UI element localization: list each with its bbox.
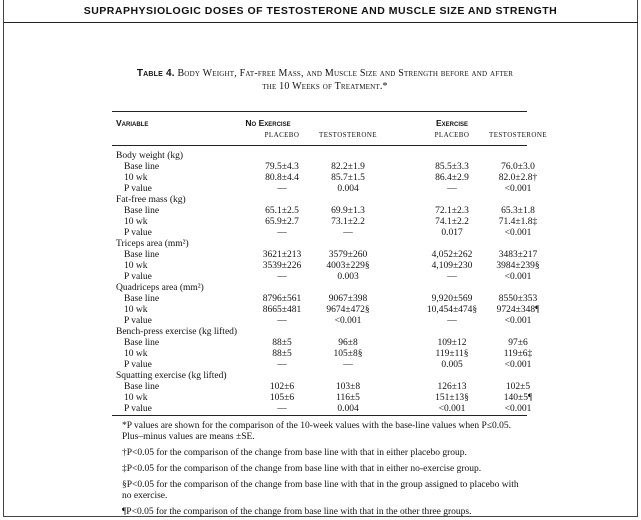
- table-cell: 3621±213: [262, 250, 302, 260]
- table-row: [112, 382, 531, 393]
- table-cell: 82.2±1.9: [331, 162, 365, 172]
- table-row: [112, 206, 535, 217]
- row-label: P value: [124, 184, 152, 194]
- table-cell: —: [343, 228, 353, 238]
- footnote-section: §P<0.05 for the comparison of the change from base line with that in the group assigned to placebo with no exercise.: [122, 480, 519, 501]
- table-cell: 151±13§: [435, 393, 469, 403]
- table-cell: 80.8±4.4: [265, 173, 299, 183]
- table-cell: 79.5±4.3: [265, 162, 299, 172]
- table-header-rule: [112, 145, 527, 146]
- table-cell: <0.001: [504, 404, 532, 414]
- table-cell: —: [447, 272, 457, 282]
- table-cell: 65.3±1.8: [501, 206, 535, 216]
- table-cell: 71.4±1.8‡: [498, 217, 538, 227]
- table-cell: <0.001: [438, 404, 466, 414]
- table-cell: 65.1±2.5: [265, 206, 299, 216]
- table-cell: 0.005: [441, 360, 463, 370]
- table-row: [112, 228, 532, 239]
- table-cell: —: [343, 360, 353, 370]
- table-cell: 0.003: [337, 272, 359, 282]
- row-label: Base line: [124, 294, 160, 304]
- row-label: 10 wk: [124, 305, 148, 315]
- table-cell: 97±6: [508, 338, 528, 348]
- table-cell: 4,052±262: [431, 250, 473, 260]
- table-row: [112, 360, 532, 371]
- table-row: [112, 393, 533, 404]
- row-label: P value: [124, 360, 152, 370]
- table-cell: 3579±260: [328, 250, 368, 260]
- footnote-pilcrow: ¶P<0.05 for the comparison of the change from base line with that in the other three groups.: [122, 507, 472, 517]
- section-title: Body weight (kg): [116, 151, 184, 161]
- table-cell: 3984±239§: [496, 261, 540, 271]
- table-cell: 88±5: [272, 349, 292, 359]
- section-heading: [112, 327, 527, 338]
- table-cell: 9674±472§: [326, 305, 370, 315]
- table-cell: 3539±226: [262, 261, 302, 271]
- table-cell: 86.4±2.9: [435, 173, 469, 183]
- row-label: Base line: [124, 250, 160, 260]
- table-cell: 4003±229§: [326, 261, 370, 271]
- table-cell: 73.1±2.2: [331, 217, 365, 227]
- table-cell: 69.9±1.3: [331, 206, 365, 216]
- table-row: [112, 217, 538, 228]
- table-cell: 9067±398: [328, 294, 368, 304]
- section-heading: [112, 151, 527, 162]
- table-cell: 74.1±2.2: [435, 217, 469, 227]
- table-cell: 88±5: [272, 338, 292, 348]
- table-cell: 140±5¶: [503, 393, 533, 403]
- footnotes: [112, 421, 527, 518]
- section-heading: [112, 371, 527, 382]
- section-title: Fat-free mass (kg): [116, 195, 186, 205]
- table-cell: <0.001: [334, 316, 362, 326]
- table-cell: —: [447, 184, 457, 194]
- footnote-asterisk: *P values are shown for the comparison of the 10-week values with the base-line values when P≤0.05. Plus–minus values are means ±SE.: [122, 421, 511, 442]
- table-cell: 0.004: [337, 184, 359, 194]
- footnote-double-dagger: ‡P<0.05 for the comparison of the change from base line with that in either no-exercise group.: [122, 464, 482, 474]
- table-cell: 10,454±474§: [426, 305, 478, 315]
- section-heading: [112, 283, 527, 294]
- section-title: Triceps area (mm²): [116, 239, 189, 249]
- table-row: [112, 294, 538, 305]
- col-header-no-ex-placebo: PLACEBO: [264, 131, 300, 139]
- table-cell: 119±11§: [435, 349, 469, 359]
- table-cell: 72.1±2.3: [435, 206, 469, 216]
- section-title: Bench-press exercise (kg lifted): [116, 327, 238, 337]
- row-label: P value: [124, 316, 152, 326]
- table-cell: 103±8: [335, 382, 361, 392]
- table-cell: —: [447, 316, 457, 326]
- variable-header: Variable: [116, 118, 149, 128]
- table-cell: 85.5±3.3: [435, 162, 469, 172]
- row-label: Base line: [124, 338, 160, 348]
- table-cell: 8796±561: [262, 294, 302, 304]
- table-cell: 65.9±2.7: [265, 217, 299, 227]
- table-row: [112, 349, 533, 360]
- table-row: [112, 338, 527, 349]
- table-cell: 4,109±230: [431, 261, 473, 271]
- table-cell: 8550±353: [498, 294, 538, 304]
- running-head-rule: [3, 22, 638, 23]
- table-cell: <0.001: [504, 228, 532, 238]
- row-label: Base line: [124, 206, 160, 216]
- table-cell: 82.0±2.8†: [498, 173, 538, 183]
- table-cell: 105±6: [269, 393, 295, 403]
- no-exercise-header: No Exercise: [245, 118, 291, 128]
- table-cell: —: [277, 228, 287, 238]
- section-heading: [112, 195, 527, 206]
- section-title: Squatting exercise (kg lifted): [116, 371, 227, 381]
- table-row: [112, 261, 540, 272]
- table-caption-text: Body Weight, Fat-free Mass, and Muscle Size and Strength before and after the 10 Weeks of Treatment.*: [177, 68, 514, 92]
- table-row: [112, 316, 532, 327]
- table-caption: [130, 67, 520, 93]
- table-row: [112, 272, 532, 283]
- table-cell: <0.001: [504, 316, 532, 326]
- table-cell: —: [277, 184, 287, 194]
- table-cell: 102±5: [505, 382, 531, 392]
- table-cell: 0.017: [441, 228, 463, 238]
- table-row: [112, 404, 532, 415]
- table-cell: 102±6: [269, 382, 295, 392]
- table-cell: 9,920±569: [431, 294, 473, 304]
- row-label: 10 wk: [124, 349, 148, 359]
- row-label: 10 wk: [124, 217, 148, 227]
- table-row: [112, 184, 532, 195]
- table-cell: 109±12: [437, 338, 467, 348]
- row-label: P value: [124, 228, 152, 238]
- table-cell: <0.001: [504, 360, 532, 370]
- exercise-header: Exercise: [435, 118, 468, 128]
- table-row: [112, 173, 538, 184]
- row-label: Base line: [124, 162, 160, 172]
- table-label: Table 4.: [136, 68, 175, 79]
- table-cell: 119±6‡: [503, 349, 533, 359]
- table-cell: 105±8§: [333, 349, 363, 359]
- table-row: [112, 162, 535, 173]
- col-header-ex-placebo: PLACEBO: [434, 131, 470, 139]
- row-label: P value: [124, 404, 152, 414]
- table-cell: 0.004: [337, 404, 359, 414]
- table-row: [112, 250, 538, 261]
- table-cell: —: [277, 316, 287, 326]
- row-label: P value: [124, 272, 152, 282]
- table-cell: —: [277, 404, 287, 414]
- col-header-ex-testosterone: TESTOSTERONE: [489, 131, 547, 139]
- running-head: SUPRAPHYSIOLOGIC DOSES OF TESTOSTERONE AND MUSCLE SIZE AND STRENGTH: [83, 5, 558, 17]
- table-top-rule: [112, 111, 527, 112]
- table-cell: 116±5: [336, 393, 360, 403]
- table-cell: 126±13: [437, 382, 467, 392]
- table-cell: —: [277, 360, 287, 370]
- table-cell: 9724±348¶: [496, 305, 540, 315]
- table-cell: 96±8: [338, 338, 358, 348]
- row-label: 10 wk: [124, 173, 148, 183]
- table-cell: <0.001: [504, 184, 532, 194]
- col-header-no-ex-testosterone: TESTOSTERONE: [319, 131, 377, 139]
- table-cell: <0.001: [504, 272, 532, 282]
- table-row: [112, 305, 540, 316]
- table-cell: 76.0±3.0: [501, 162, 535, 172]
- row-label: Base line: [124, 382, 160, 392]
- table-cell: 8665±481: [262, 305, 302, 315]
- section-heading: [112, 239, 527, 250]
- table-cell: —: [277, 272, 287, 282]
- table-bottom-rule: [112, 415, 527, 416]
- table-cell: 3483±217: [498, 250, 538, 260]
- footnote-dagger: †P<0.05 for the comparison of the change from base line with that in either placebo group.: [122, 448, 467, 458]
- table-cell: 85.7±1.5: [331, 173, 365, 183]
- row-label: 10 wk: [124, 393, 148, 403]
- row-label: 10 wk: [124, 261, 148, 271]
- section-title: Quadriceps area (mm²): [116, 283, 204, 293]
